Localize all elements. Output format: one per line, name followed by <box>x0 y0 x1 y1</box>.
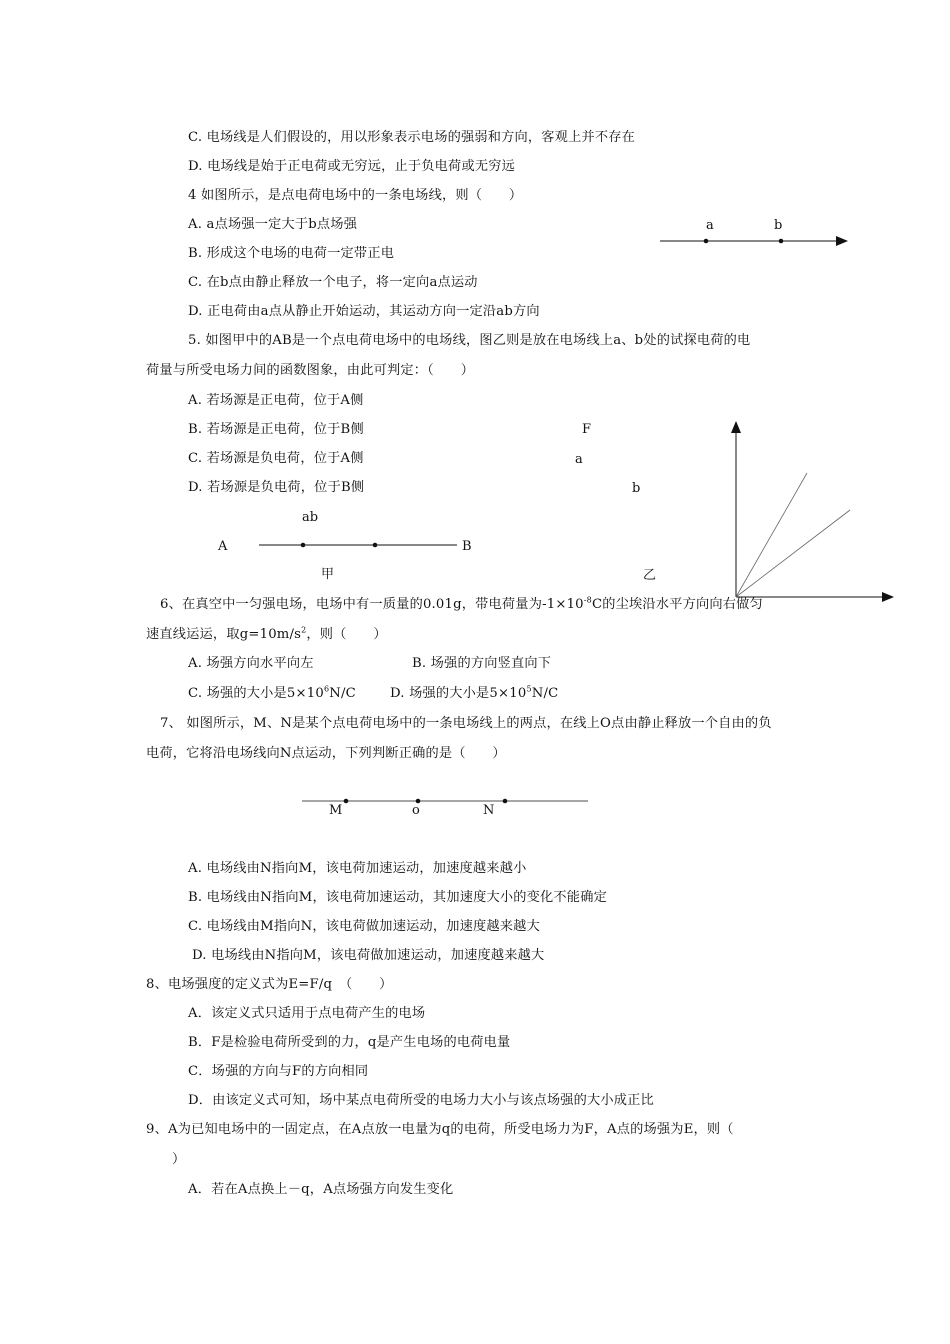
fig4-field-line <box>660 236 848 246</box>
q7-option-b: B. 电场线由N指向M，该电荷加速运动，其加速度大小的变化不能确定 <box>188 890 607 905</box>
q6-stem2-cont: ，则（ ） <box>306 627 387 642</box>
fig-yi-caption: 乙 <box>643 568 657 583</box>
fig7-label-o: o <box>412 803 420 818</box>
q8-option-a: A．该定义式只适用于点电荷产生的电场 <box>188 1006 426 1021</box>
q9-option-a: A．若在A点换上－q，A点场强方向发生变化 <box>188 1182 454 1197</box>
fig7-field-line <box>302 799 588 804</box>
q8-option-c: C．场强的方向与F的方向相同 <box>188 1064 369 1079</box>
q6c-unit: N/C <box>329 686 356 701</box>
q4-option-d: D. 正电荷由a点从静止开始运动，其运动方向一定沿ab方向 <box>188 304 540 319</box>
fig-jia-caption: 甲 <box>321 567 335 582</box>
q6-stem-text: 6、在真空中一匀强电场，电场中有一质量的0.01g，带电荷量为-1×10 <box>160 597 584 612</box>
q8-option-b: B．F是检验电荷所受到的力，q是产生电场的电荷电量 <box>188 1035 511 1050</box>
fig4-label-b: b <box>774 218 783 233</box>
q3-option-d: D. 电场线是始于正电荷或无穷远，止于负电荷或无穷远 <box>188 159 515 174</box>
q6-option-b: B. 场强的方向竖直向下 <box>412 656 552 671</box>
fig-yi-label-b: b <box>632 481 641 496</box>
fig-jia-label-A: A <box>218 539 228 554</box>
q6-stem-text-cont: C的尘埃沿水平方向向右做匀 <box>591 597 763 612</box>
q6-exponent-2: 2 <box>301 625 307 635</box>
q9-stem-line2: ） <box>172 1152 186 1167</box>
q5-stem-line1: 5. 如图甲中的AB是一个点电荷电场中的电场线，图乙则是放在电场线上a、b处的试探电荷的电 <box>188 333 751 348</box>
q6d-text: D. 场强的大小是5×10 <box>390 686 527 701</box>
fig4-label-a: a <box>706 218 714 233</box>
q7-stem-line2: 电荷，它将沿电场线向N点运动，下列判断正确的是（ ） <box>146 746 506 761</box>
fig-yi-graph <box>731 421 894 602</box>
fig-jia-line <box>259 543 457 548</box>
fig-jia-label-B: B <box>462 539 472 554</box>
q6c-text: C. 场强的大小是5×10 <box>188 686 324 701</box>
fig7-label-N: N <box>483 803 495 818</box>
q8-option-d: D．由该定义式可知，场中某点电荷所受的电场力大小与该点场强的大小成正比 <box>188 1093 654 1108</box>
q6-exponent: -8 <box>583 595 592 605</box>
q5-option-c: C. 若场源是负电荷，位于A侧 <box>188 451 364 466</box>
q5-option-d: D. 若场源是负电荷，位于B侧 <box>188 480 365 495</box>
q7-option-d: D. 电场线由N指向M，该电荷做加速运动，加速度越来越大 <box>192 948 545 963</box>
q6-option-a: A. 场强方向水平向左 <box>188 656 314 671</box>
q6d-unit: N/C <box>531 686 559 701</box>
q9-stem-line1: 9、A为已知电场中的一固定点，在A点放一电量为q的电荷，所受电场力为F，A点的场强为E，则（ <box>146 1122 734 1137</box>
q4-option-b: B. 形成这个电场的电荷一定带正电 <box>188 246 395 261</box>
q6c-exponent: 6 <box>323 684 330 694</box>
fig-yi-label-a: a <box>575 452 583 467</box>
q8-stem: 8、电场强度的定义式为E=F/q （ ） <box>146 977 393 992</box>
q5-option-a: A. 若场源是正电荷，位于A侧 <box>188 393 364 408</box>
q4-stem: 4 如图所示，是点电荷电场中的一条电场线，则（ ） <box>188 188 523 203</box>
q7-option-c: C. 电场线由M指向N，该电荷做加速运动，加速度越来越大 <box>188 919 540 934</box>
q4-option-c: C. 在b点由静止释放一个电子，将一定向a点运动 <box>188 275 478 290</box>
fig-jia-label-ab: ab <box>302 510 319 525</box>
q6-stem2-text: 速直线运运，取g=10m/s <box>146 627 302 642</box>
fig-yi-label-F: F <box>582 422 592 437</box>
q5-stem-line2: 荷量与所受电场力间的函数图象，由此可判定：（ ） <box>146 363 475 378</box>
q4-option-a: A. a点场强一定大于b点场强 <box>188 217 358 232</box>
q5-option-b: B. 若场源是正电荷，位于B侧 <box>188 422 364 437</box>
q3-option-c: C. 电场线是人们假设的，用以形象表示电场的强弱和方向，客观上并不存在 <box>188 130 636 145</box>
q7-option-a: A. 电场线由N指向M，该电荷加速运动，加速度越来越小 <box>188 861 527 876</box>
fig7-label-M: M <box>329 803 343 818</box>
q7-stem-line1: 7、 如图所示，M、N是某个点电荷电场中的一条电场线上的两点，在线上O点由静止释放一个自由的负 <box>160 716 772 731</box>
q6d-exponent: 5 <box>526 684 532 694</box>
